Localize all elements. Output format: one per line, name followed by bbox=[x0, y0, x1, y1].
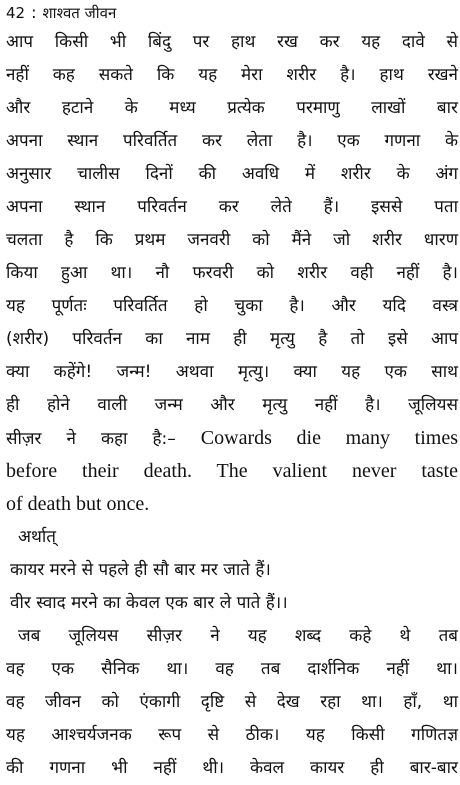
quote-intro-line bbox=[6, 422, 458, 455]
english-quote-line: of death but once. bbox=[6, 493, 150, 515]
text-line: यह पूर्णतः परिवर्तित हो चुका है। और यदि वस्त्र bbox=[6, 296, 458, 316]
verse-line: कायर मरने से पहले ही सौ बार मर जाते हैं। bbox=[10, 560, 271, 580]
quote-english-start: Cowards die many times bbox=[200, 427, 458, 449]
page-number: 42 bbox=[6, 4, 26, 22]
text-line: वह जीवन को एंकागी दृष्टि से देख रहा था। हाँ, था bbox=[6, 692, 458, 712]
header-separator: : bbox=[31, 3, 37, 22]
arthat-heading: अर्थात् bbox=[18, 527, 56, 547]
verse-line: वीर स्वाद मरने का केवल एक बार ले पाते हैं।। bbox=[10, 593, 288, 613]
text-line: अपना स्थान परिवर्तित कर लेता है। एक गणना के bbox=[6, 131, 458, 151]
text-line: और हटाने के मध्य प्रत्येक परमाणु लाखों बार bbox=[6, 98, 458, 118]
text-line: नहीं कह सकते कि यह मेरा शरीर है। हाथ रखने bbox=[6, 65, 458, 85]
text-line: क्या कहेंगे! जन्म! अथवा मृत्यु। क्या यह एक साथ bbox=[6, 362, 458, 382]
text-line: की गणना भी नहीं थी। केवल कायर ही बार-बार bbox=[6, 758, 458, 778]
text-line: (शरीर) परिवर्तन का नाम ही मृत्यु है तो इसे आप bbox=[6, 329, 458, 349]
text-line: ही होने वाली जन्म और मृत्यु नहीं है। जूलियस bbox=[6, 395, 458, 415]
text-line: यह आश्चर्यजनक रूप से ठीक। यह किसी गणितज्ञ bbox=[6, 725, 458, 745]
text-line: जब जूलियस सीज़र ने यह शब्द कहे थे तब bbox=[18, 626, 458, 646]
english-quote-line: before their death. The valient never taste bbox=[6, 460, 458, 482]
body-text bbox=[6, 26, 458, 785]
text-line: अपना स्थान परिवर्तन कर लेते हैं। इससे पता bbox=[6, 197, 458, 217]
text-line: किया हुआ था। नौ फरवरी को शरीर वही नहीं है। bbox=[6, 263, 458, 283]
text-line: अनुसार चालीस दिनों की अवधि में शरीर के अंग bbox=[6, 164, 458, 184]
text-line: वह एक सैनिक था। वह तब दार्शनिक नहीं था। bbox=[6, 659, 458, 679]
text-line: चलता है कि प्रथम जनवरी को मैंने जो शरीर धारण bbox=[6, 230, 458, 250]
book-title: शाश्वत जीवन bbox=[42, 4, 117, 22]
quote-intro-hindi: सीज़र ने कहा है:– bbox=[6, 429, 176, 449]
text-line: आप किसी भी बिंदु पर हाथ रख कर यह दावे से bbox=[6, 32, 458, 52]
page-header bbox=[6, 2, 116, 26]
